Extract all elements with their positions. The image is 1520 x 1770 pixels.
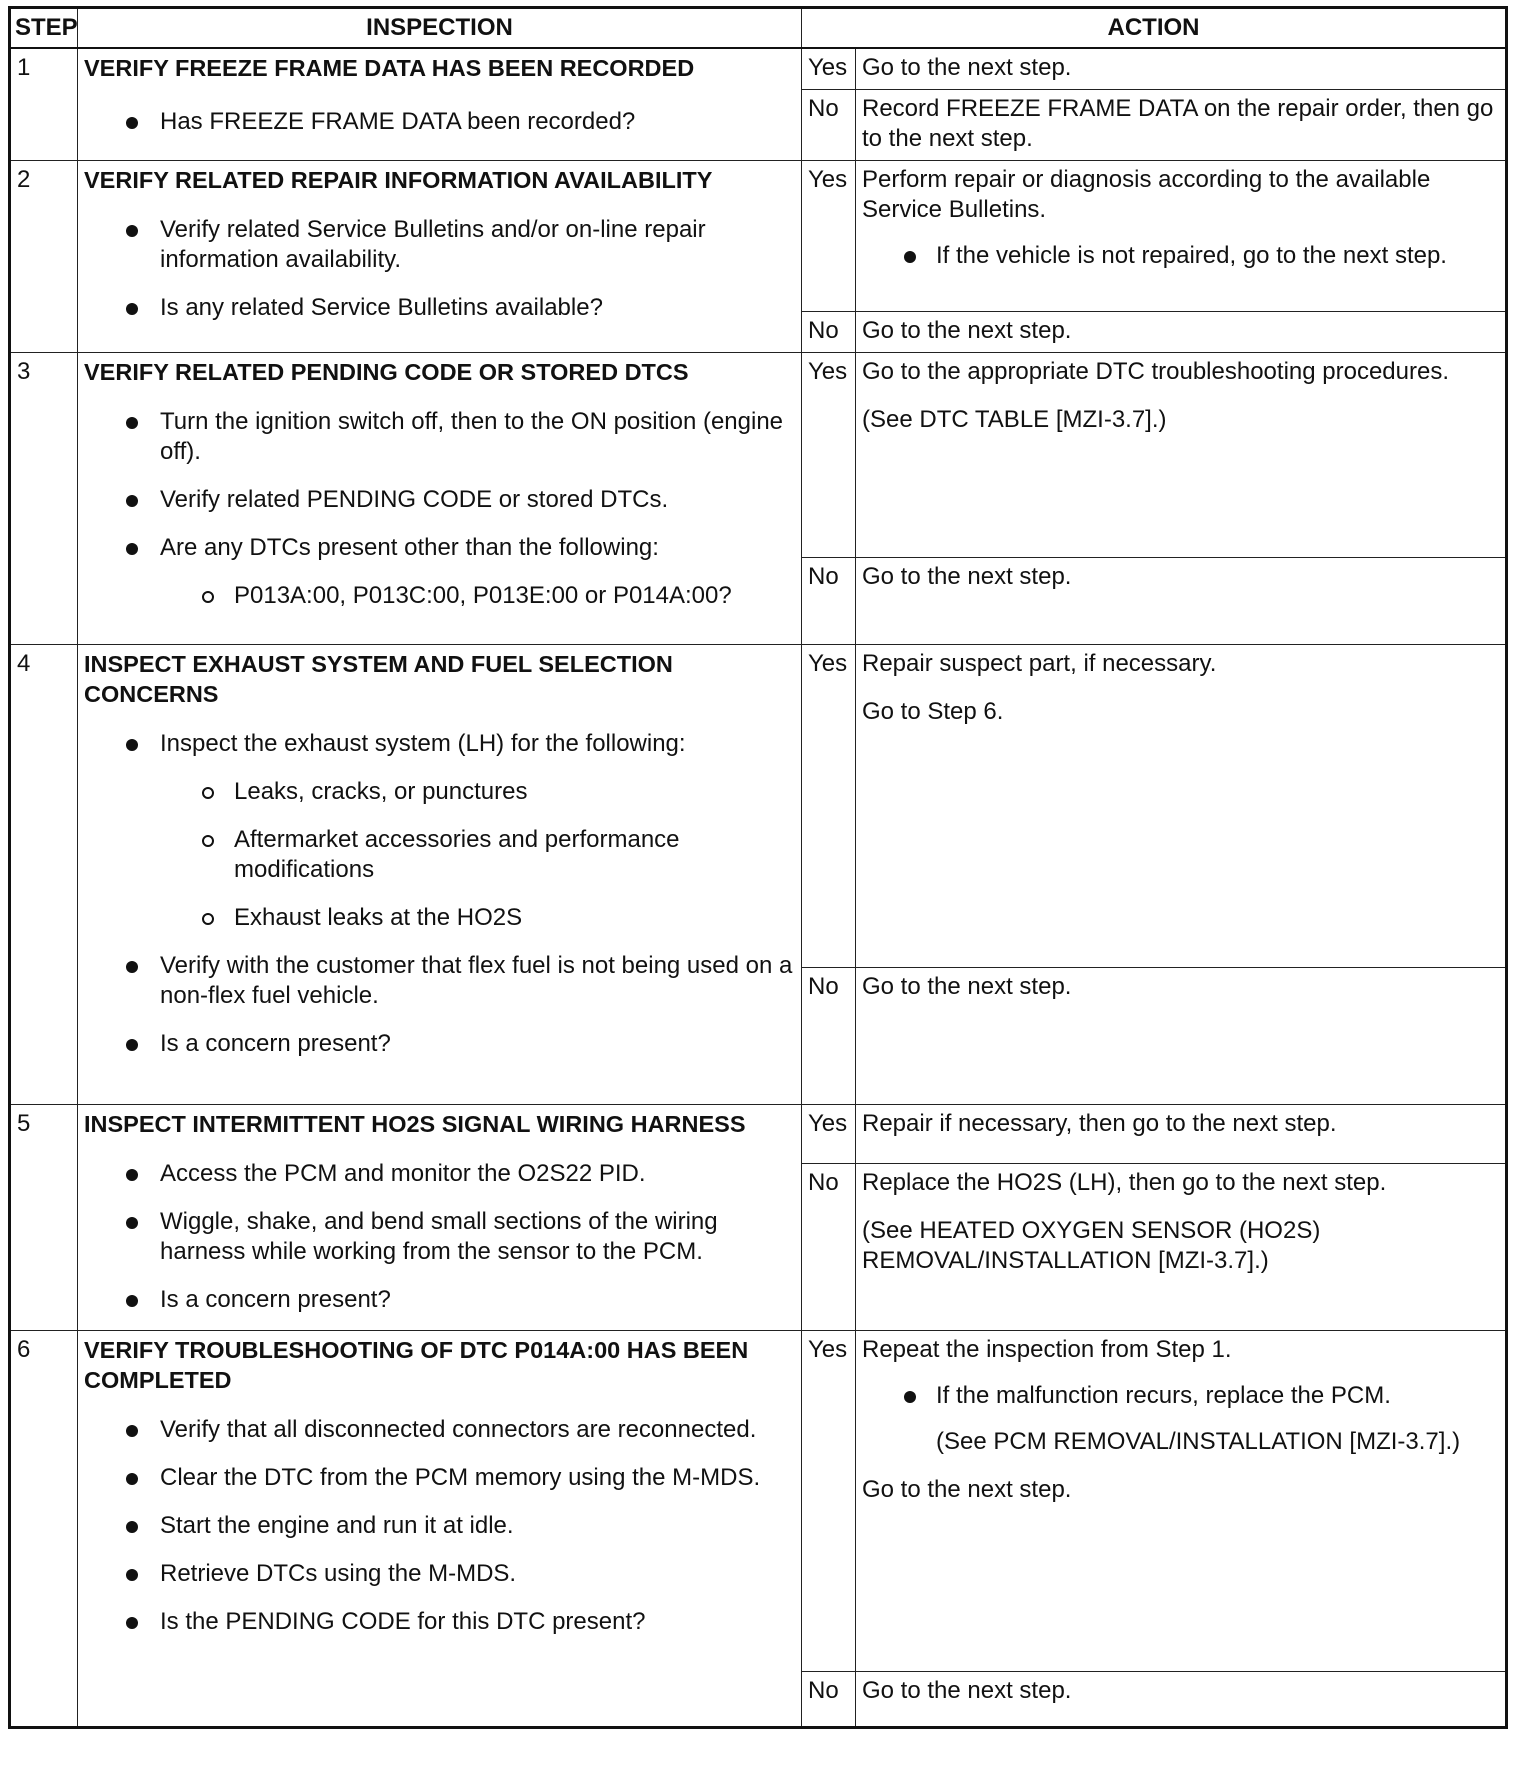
inspection-bullet: Is a concern present? <box>84 1029 795 1059</box>
inspection-bullet: Is a concern present? <box>84 1285 795 1315</box>
action-bullet: If the vehicle is not repaired, go to the next step. <box>862 241 1499 271</box>
step-4-yes-action <box>856 645 1507 968</box>
step-number: 1 <box>10 48 78 161</box>
inspection-bullet: Verify with the customer that flex fuel is not being used on a non-flex fuel vehicle. <box>84 951 795 1011</box>
step-title: VERIFY TROUBLESHOOTING OF DTC P014A:00 HAS BEEN COMPLETED <box>84 1337 749 1393</box>
step-number: 3 <box>10 353 78 645</box>
action-text: Repair if necessary, then go to the next step. <box>862 1110 1337 1137</box>
no-label: No <box>802 1672 856 1728</box>
inspection-bullet: Access the PCM and monitor the O2S22 PID. <box>84 1159 795 1189</box>
step-2-inspection <box>78 161 802 353</box>
yes-label: Yes <box>802 1105 856 1164</box>
inspection-bullet: Are any DTCs present other than the following: <box>84 533 795 563</box>
action-text: Go to Step 6. <box>862 698 1004 725</box>
action-text: Record FREEZE FRAME DATA on the repair order, then go to the next step. <box>862 95 1494 152</box>
inspection-bullet: Has FREEZE FRAME DATA been recorded? <box>84 107 795 137</box>
action-text: Repeat the inspection from Step 1. <box>862 1336 1232 1363</box>
inspection-bullet: Is the PENDING CODE for this DTC present? <box>84 1607 795 1637</box>
no-label: No <box>802 90 856 161</box>
step-number: 5 <box>10 1105 78 1331</box>
step-number: 6 <box>10 1331 78 1728</box>
step-2-no-action <box>856 312 1507 353</box>
inspection-bullet: Start the engine and run it at idle. <box>84 1511 795 1541</box>
inspection-bullet: Inspect the exhaust system (LH) for the following: <box>84 729 795 759</box>
step-4-yes-row <box>10 645 1507 968</box>
action-text: Replace the HO2S (LH), then go to the next step. <box>862 1169 1387 1196</box>
yes-label: Yes <box>802 161 856 312</box>
no-label: No <box>802 1164 856 1331</box>
inspection-sub-bullet: Exhaust leaks at the HO2S <box>84 903 795 933</box>
header-inspection: INSPECTION <box>78 8 802 49</box>
step-number: 2 <box>10 161 78 353</box>
inspection-sub-bullet: Aftermarket accessories and performance modifications <box>84 825 795 885</box>
step-6-no-action <box>856 1672 1507 1728</box>
step-3-yes-action <box>856 353 1507 558</box>
action-text: Go to the next step. <box>862 1677 1072 1704</box>
step-6-inspection <box>78 1331 802 1728</box>
step-5-no-action <box>856 1164 1507 1331</box>
step-1-yes-action <box>856 48 1507 90</box>
step-4-inspection <box>78 645 802 1105</box>
inspection-bullet: Clear the DTC from the PCM memory using the M-MDS. <box>84 1463 795 1493</box>
inspection-bullet: Verify related Service Bulletins and/or on-line repair information availability. <box>84 215 795 275</box>
yes-label: Yes <box>802 353 856 558</box>
inspection-sub-bullet: P013A:00, P013C:00, P013E:00 or P014A:00? <box>84 581 795 611</box>
action-reference: (See HEATED OXYGEN SENSOR (HO2S) REMOVAL/INSTALLATION [MZI-3.7].) <box>862 1217 1321 1274</box>
action-text: Repair suspect part, if necessary. <box>862 650 1217 677</box>
inspection-bullet: Verify that all disconnected connectors are reconnected. <box>84 1415 795 1445</box>
step-4-no-action <box>856 968 1507 1105</box>
inspection-bullet: Verify related PENDING CODE or stored DTCs. <box>84 485 795 515</box>
step-3-no-action <box>856 558 1507 645</box>
inspection-bullet: Retrieve DTCs using the M-MDS. <box>84 1559 795 1589</box>
diagnostic-procedure-table <box>8 6 1508 1729</box>
step-2-yes-row <box>10 161 1507 312</box>
action-bullet: If the malfunction recurs, replace the PCM. <box>862 1381 1499 1411</box>
action-text: Go to the next step. <box>862 973 1072 1000</box>
action-text: Go to the next step. <box>862 1476 1072 1503</box>
action-text: Go to the next step. <box>862 317 1072 344</box>
no-label: No <box>802 312 856 353</box>
step-title: INSPECT INTERMITTENT HO2S SIGNAL WIRING HARNESS <box>84 1111 746 1137</box>
header-row <box>10 8 1507 49</box>
step-1-no-action <box>856 90 1507 161</box>
action-text: Go to the appropriate DTC troubleshooting procedures. <box>862 358 1450 385</box>
step-title: VERIFY RELATED PENDING CODE OR STORED DTCS <box>84 359 689 385</box>
step-3-inspection <box>78 353 802 645</box>
inspection-bullet: Turn the ignition switch off, then to the ON position (engine off). <box>84 407 795 467</box>
action-text: Go to the next step. <box>862 563 1072 590</box>
yes-label: Yes <box>802 1331 856 1672</box>
inspection-bullet: Wiggle, shake, and bend small sections of the wiring harness while working from the sensor to the PCM. <box>84 1207 795 1267</box>
inspection-sub-bullet: Leaks, cracks, or punctures <box>84 777 795 807</box>
step-5-yes-row <box>10 1105 1507 1164</box>
header-step: STEP <box>10 8 78 49</box>
step-1-inspection <box>78 48 802 161</box>
step-6-yes-row <box>10 1331 1507 1672</box>
step-1-yes-row <box>10 48 1507 90</box>
action-text: Perform repair or diagnosis according to the available Service Bulletins. <box>862 166 1431 223</box>
step-5-inspection <box>78 1105 802 1331</box>
step-3-yes-row <box>10 353 1507 558</box>
action-reference: (See DTC TABLE [MZI-3.7].) <box>862 406 1167 433</box>
step-title: INSPECT EXHAUST SYSTEM AND FUEL SELECTION CONCERNS <box>84 651 673 707</box>
action-reference: (See PCM REMOVAL/INSTALLATION [MZI-3.7].) <box>936 1428 1461 1455</box>
no-label: No <box>802 558 856 645</box>
step-number: 4 <box>10 645 78 1105</box>
inspection-bullet: Is any related Service Bulletins available? <box>84 293 795 323</box>
step-title: VERIFY RELATED REPAIR INFORMATION AVAILABILITY <box>84 167 713 193</box>
procedure-sheet <box>8 6 1508 1729</box>
header-action: ACTION <box>802 8 1507 49</box>
no-label: No <box>802 968 856 1105</box>
step-2-yes-action <box>856 161 1507 312</box>
step-title: VERIFY FREEZE FRAME DATA HAS BEEN RECORDED <box>84 55 695 81</box>
action-text: Go to the next step. <box>862 54 1072 81</box>
yes-label: Yes <box>802 645 856 968</box>
yes-label: Yes <box>802 48 856 90</box>
step-6-yes-action <box>856 1331 1507 1672</box>
step-5-yes-action <box>856 1105 1507 1164</box>
